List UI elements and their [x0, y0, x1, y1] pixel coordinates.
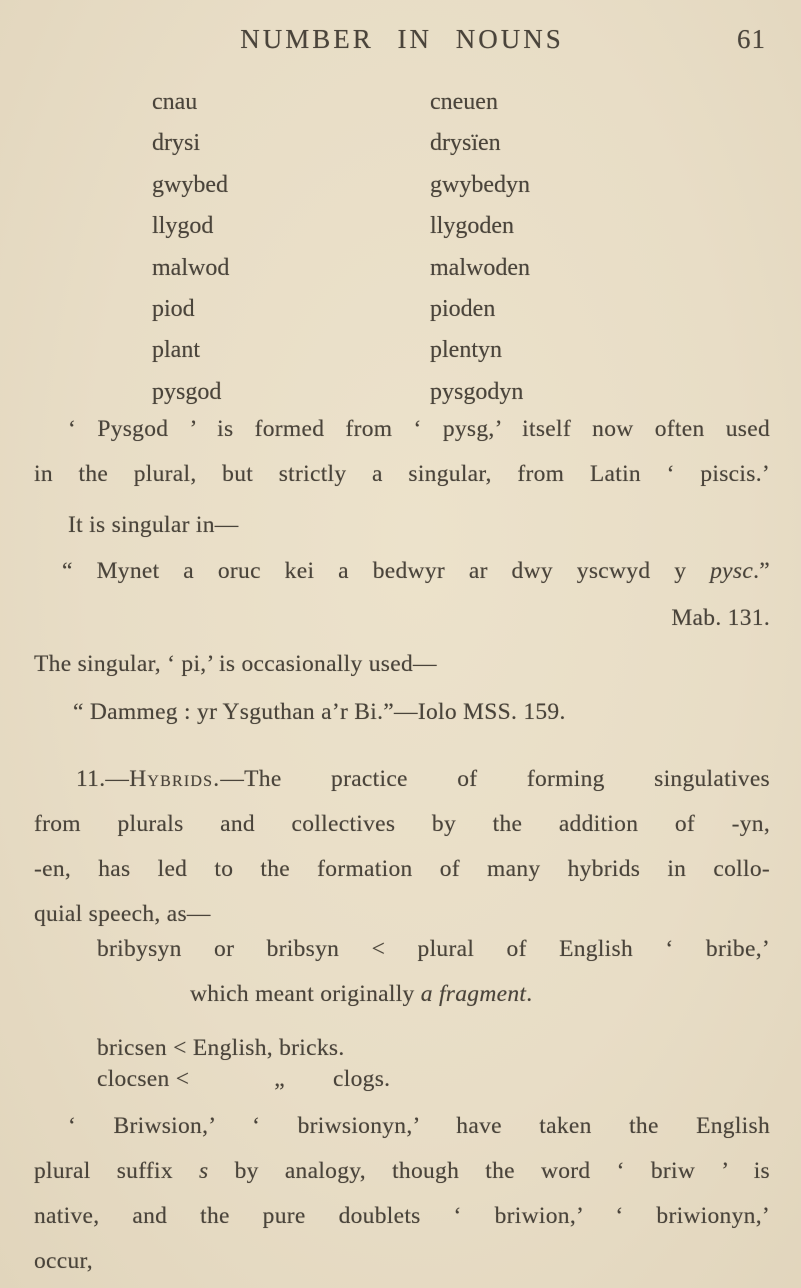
clocsen-rest: clogs.	[333, 1066, 391, 1093]
bribysyn-italic-phrase: a fragment	[420, 981, 527, 1008]
plural-word: piod	[152, 296, 195, 323]
briwsion-line2-post: by analogy, though the word ‘ briw ’ is	[208, 1158, 770, 1185]
briwsion-italic-s: s	[199, 1158, 209, 1185]
text-line: ‘ Pysgod ’ is formed from ‘ pysg,’ itself now often used	[68, 416, 770, 443]
plural-word: llygod	[152, 213, 214, 240]
hybrids-paragraph	[34, 757, 770, 937]
ditto-mark: „	[274, 1066, 286, 1093]
singulative-word: drysïen	[430, 130, 501, 157]
singular-intro-line: It is singular in—	[68, 512, 239, 539]
plural-word: malwod	[152, 254, 230, 281]
briwsion-paragraph	[34, 1104, 770, 1284]
text-line	[190, 972, 770, 1017]
page-number: 61	[737, 24, 766, 54]
quote-text: “ Mynet a oruc kei a bedwyr ar dwy yscwyd y	[62, 558, 711, 585]
section-heading: Hybrids.	[129, 766, 221, 793]
section-number: 11.—	[76, 766, 130, 793]
word-pair-row	[152, 82, 770, 123]
text-line: bribysyn or bribsyn < plural of English ‘ bribe,’	[97, 936, 770, 963]
word-pair-row	[152, 165, 770, 206]
plural-word: plant	[152, 337, 200, 364]
text-line: from plurals and collectives by the addition of -yn,	[34, 811, 770, 838]
mabinogion-reference: Mab. 131.	[671, 605, 770, 632]
text-line	[34, 1149, 770, 1194]
text-line: in the plural, but strictly a singular, from Latin ‘ piscis.’	[34, 461, 770, 488]
bribysyn-line2-pre: which meant originally	[190, 981, 421, 1008]
clocsen-line	[97, 1057, 770, 1102]
mabinogion-quote	[34, 549, 770, 594]
bribysyn-item	[34, 927, 770, 1017]
plural-word: gwybed	[152, 171, 228, 198]
text-line: quial speech, as—	[34, 901, 211, 928]
singulative-word: plentyn	[430, 337, 502, 364]
singulative-word: gwybedyn	[430, 171, 530, 198]
singulative-word: llygoden	[430, 213, 514, 240]
text-line: occur,	[34, 1248, 93, 1275]
word-list	[152, 82, 770, 413]
word-pair-row	[152, 206, 770, 247]
page-header	[34, 22, 770, 56]
pysgod-paragraph	[34, 407, 770, 497]
plural-word: drysi	[152, 130, 200, 157]
bribysyn-line2-post: .	[526, 981, 533, 1008]
word-pair-row	[152, 123, 770, 164]
plural-word: cnau	[152, 89, 198, 115]
quote-close: .”	[753, 558, 770, 585]
bricsen-line: bricsen < English, bricks.	[97, 1035, 345, 1062]
running-head-title: NUMBER IN NOUNS	[240, 24, 564, 54]
singulative-word: pioden	[430, 296, 496, 323]
hybrids-heading-line	[34, 757, 770, 802]
singulative-word: pysgodyn	[430, 378, 524, 405]
word-pair-row	[152, 289, 770, 330]
iolo-quote-line: “ Dammeg : yr Ysguthan a’r Bi.”—Iolo MSS. 159.	[73, 699, 566, 726]
singulative-word: malwoden	[430, 254, 530, 281]
briwsion-line2-pre: plural suffix	[34, 1158, 200, 1185]
singular-pi-line: The singular, ‘ pi,’ is occasionally used—	[34, 651, 437, 678]
singulative-word: cneuen	[430, 89, 498, 115]
plural-word: pysgod	[152, 378, 222, 405]
text-line: -en, has led to the formation of many hybrids in collo-	[34, 856, 770, 883]
quote-italic-word: pysc	[710, 558, 754, 585]
text-line: native, and the pure doublets ‘ briwion,’ ‘ briwionyn,’	[34, 1203, 770, 1230]
word-pair-row	[152, 248, 770, 289]
clocsen-word: clocsen <	[97, 1066, 190, 1093]
text-line: ‘ Briwsion,’ ‘ briwsionyn,’ have taken the English	[68, 1113, 770, 1140]
word-pair-row	[152, 330, 770, 371]
hybrids-line1-rest: —The practice of forming singulatives	[220, 766, 770, 793]
